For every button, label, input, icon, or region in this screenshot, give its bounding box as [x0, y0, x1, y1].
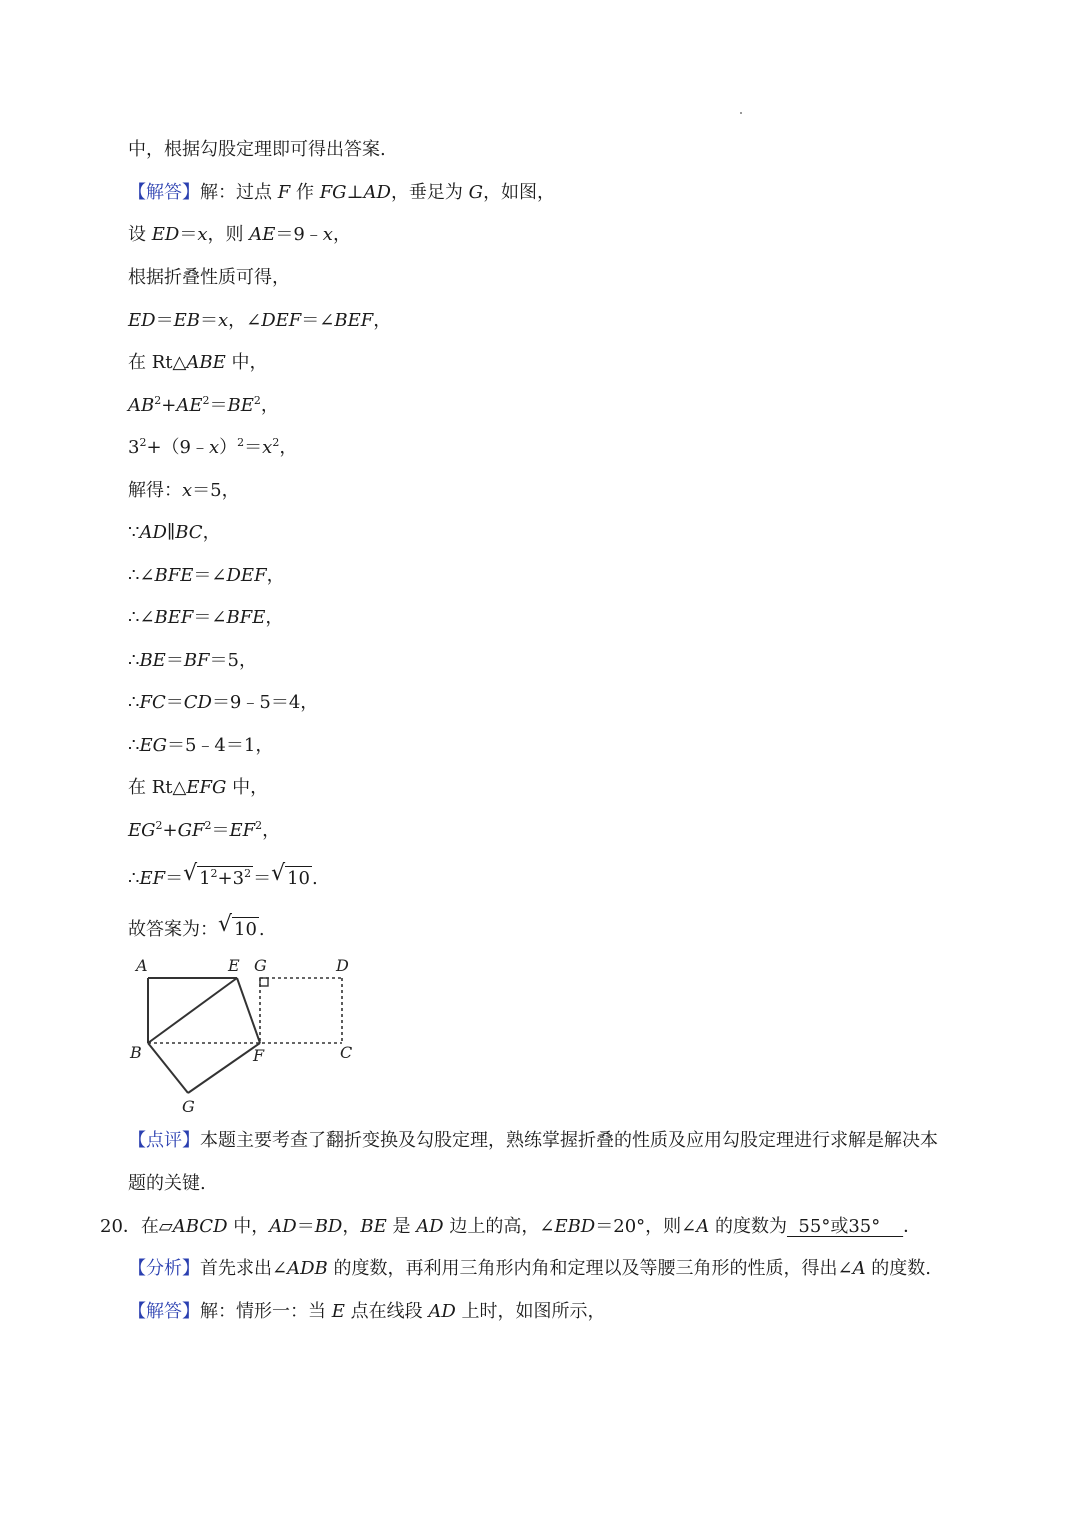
- final-answer-line: 故答案为： √ 10 .: [128, 912, 265, 940]
- label-G-top: G: [254, 956, 267, 975]
- label-F: F: [253, 1046, 265, 1065]
- segment-BE: [148, 978, 237, 1043]
- answer-blank: 55°或35°: [786, 1216, 904, 1237]
- text-line: ∴BE＝BF＝5，: [128, 650, 257, 671]
- segment-EF: [237, 978, 260, 1043]
- text-line: ED＝EB＝x，∠DEF＝∠BEF，: [128, 310, 392, 331]
- equation-line: ∴EF＝ √ $1^2+3^2$ ＝ √ 10 .: [128, 861, 318, 889]
- question-20: 20．在▱ABCD 中，AD＝BD，BE 是 AD 边上的高，∠EBD＝20°，则∠A 的度数为 55°或35° ．: [100, 1216, 922, 1237]
- analysis-line: 【分析】首先求出∠ADB 的度数，再利用三角形内角和定理以及等腰三角形的性质，得出∠A 的度数.: [128, 1258, 932, 1279]
- solution-intro: 【解答】解：过点 F 作 FG⊥AD，垂足为 G，如图，: [128, 182, 556, 203]
- analysis-tag: 【分析】: [128, 1258, 200, 1279]
- text-line: ∴FC＝CD＝9﹣5＝4，: [128, 692, 319, 713]
- label-C: C: [340, 1043, 353, 1062]
- solution-line: 【解答】解：情形一：当 E 点在线段 AD 上时，如图所示，: [128, 1301, 606, 1322]
- label-G-bottom: G: [182, 1097, 195, 1116]
- label-E: E: [228, 956, 240, 975]
- comment-line: 【点评】本题主要考查了翻折变换及勾股定理，熟练掌握折叠的性质及应用勾股定理进行求解是解决本: [128, 1130, 938, 1151]
- text-line: 题的关键.: [128, 1173, 206, 1194]
- text-line: 解得：x＝5，: [128, 480, 240, 501]
- label-B: B: [130, 1043, 142, 1062]
- geometry-figure: [120, 950, 370, 1120]
- text-line: ∵AD∥BC，: [128, 522, 221, 543]
- radical: √ 10: [218, 912, 257, 940]
- text-line: 在 Rt△ABE 中，: [128, 352, 268, 373]
- radical: √ 10: [271, 861, 310, 889]
- text-line: 设 ED＝x，则 AE＝9﹣x，: [128, 224, 351, 245]
- text-line: 中，根据勾股定理即可得出答案.: [128, 139, 386, 160]
- comment-tag: 【点评】: [128, 1130, 200, 1151]
- segment-BG: [148, 1043, 188, 1093]
- segment-GF2: [188, 1043, 260, 1093]
- label-D: D: [336, 956, 349, 975]
- right-angle-mark: [260, 978, 268, 986]
- scan-dot: [740, 112, 742, 114]
- text-line: ∴∠BEF＝∠BFE，: [128, 607, 284, 628]
- radical: √ $1^2+3^2$: [183, 861, 252, 889]
- equation-line: $EG^2+GF^2=EF^2$，: [128, 819, 281, 841]
- question-number: 20．: [100, 1216, 141, 1237]
- text-line: 根据折叠性质可得，: [128, 267, 290, 288]
- equation-line: $3^2+(9﹣x)^2=x^2$，: [128, 436, 298, 458]
- text-line: ∴∠BFE＝∠DEF，: [128, 565, 285, 586]
- text-line: 在 Rt△EFG 中，: [128, 777, 269, 798]
- answer-tag: 【解答】: [128, 1301, 200, 1322]
- text-line: ∴EG＝5﹣4＝1，: [128, 735, 274, 756]
- equation-line: $AB^2+AE^2=BE^2$，: [128, 394, 279, 416]
- label-A: A: [136, 956, 148, 975]
- answer-tag: 【解答】: [128, 182, 200, 203]
